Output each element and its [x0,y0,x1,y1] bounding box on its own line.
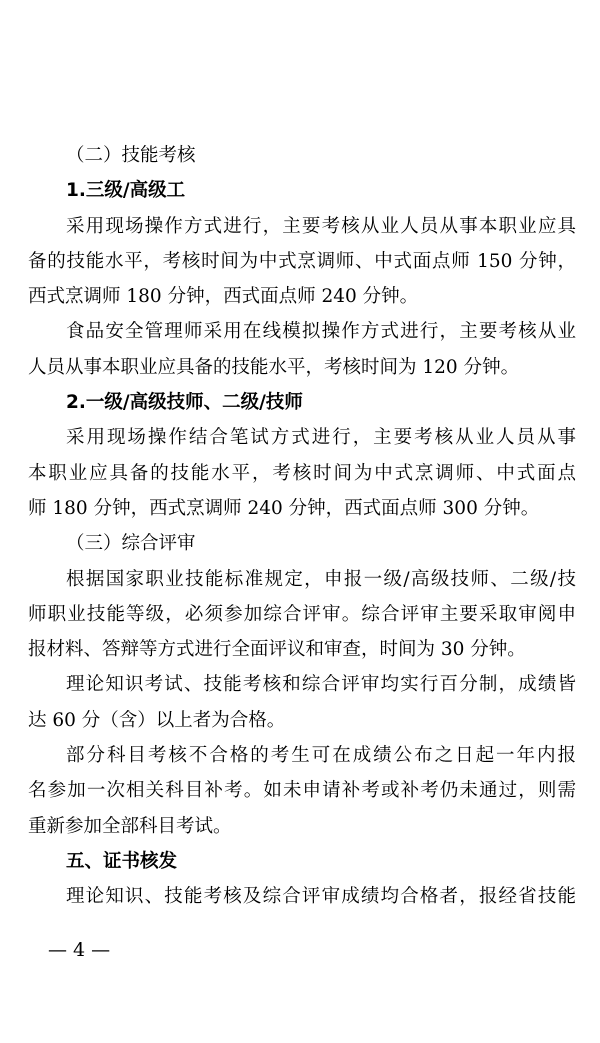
text-line: 理论知识考试、技能考核和综合评审均实行百分制，成绩皆 [66,674,576,696]
paragraph-level1-onsite-written [28,420,576,526]
text-line: 备的技能水平，考核时间为中式烹调师、中式面点师 150 分钟， [28,250,576,272]
text-line: 报材料、答辩等方式进行全面评议和审查，时间为 30 分钟。 [28,639,526,661]
subsection-heading-level3: 1.三级/高级工 [66,180,186,202]
paragraph-certificate [28,879,576,914]
subsection-heading-level1-level2: 2.一级/高级技师、二级/技师 [66,392,303,414]
section-heading-skill-assessment: （二）技能考核 [66,145,196,166]
paragraph-scoring [28,667,576,738]
text-line: 食品安全管理师采用在线模拟操作方式进行，主要考核从业 [66,321,576,343]
text-line: 根据国家职业技能标准规定，申报一级/高级技师、二级/技 [66,568,576,590]
paragraph-review-rules [28,562,576,668]
text-line: 本职业应具备的技能水平，考核时间为中式烹调师、中式面点 [28,462,576,484]
text-line: 重新参加全部科目考试。 [28,815,232,837]
text-line: 师 180 分钟，西式烹调师 240 分钟，西式面点师 300 分钟。 [28,497,540,519]
text-line: 名参加一次相关科目补考。如未申请补考或补考仍未通过，则需 [28,780,576,802]
text-line: 师职业技能等级，必须参加综合评审。综合评审主要采取审阅申 [28,603,576,625]
text-line: 人员从事本职业应具备的技能水平，考核时间为 120 分钟。 [28,356,520,378]
text-line: 理论知识、技能考核及综合评审成绩均合格者，报经省技能 [66,886,576,908]
text-line: 采用现场操作结合笔试方式进行，主要考核从业人员从事 [66,427,576,449]
section-heading-certificate-issuance: 五、证书核发 [66,850,178,872]
text-line: 部分科目考核不合格的考生可在成绩公布之日起一年内报 [66,745,576,767]
paragraph-food-safety [28,314,576,385]
text-line: 采用现场操作方式进行，主要考核从业人员从事本职业应具 [66,215,576,237]
section-heading-comprehensive-review: （三）综合评审 [66,533,196,555]
page-number: — 4 — [48,939,111,961]
paragraph-makeup-exam [28,738,576,844]
text-line: 西式烹调师 180 分钟，西式面点师 240 分钟。 [28,286,419,308]
text-line: 达 60 分（含）以上者为合格。 [28,709,286,731]
paragraph-level3-onsite [28,209,576,315]
page-body [28,138,576,915]
